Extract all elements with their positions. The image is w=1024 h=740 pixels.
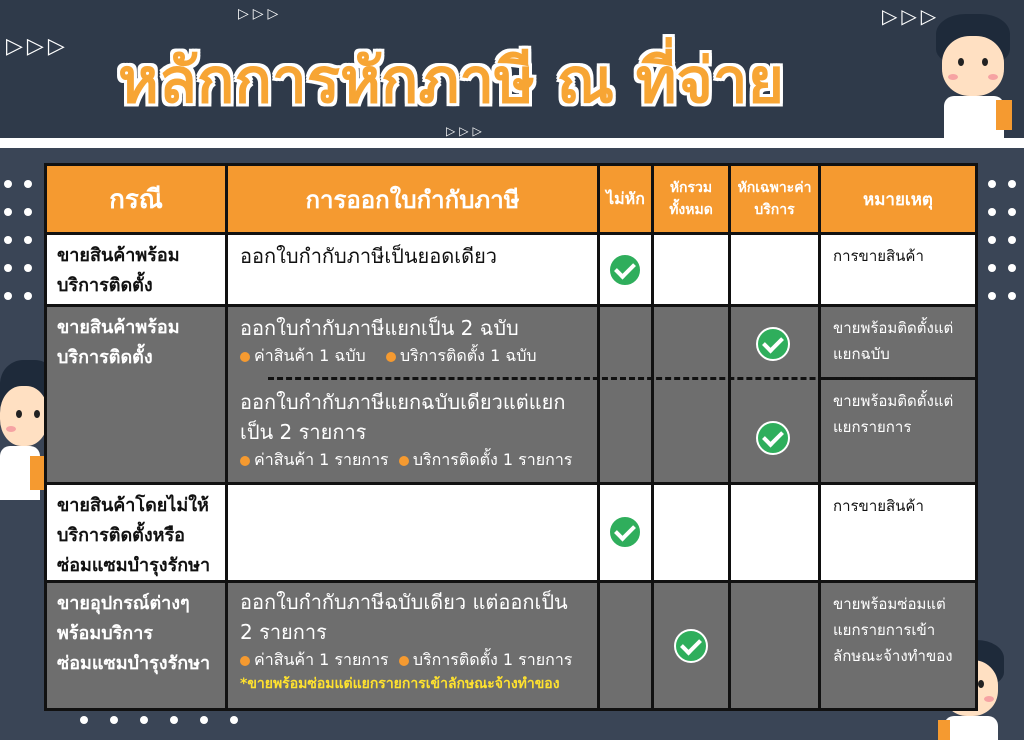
dot-pattern-bottom <box>80 716 280 728</box>
row4-issue-text: ออกใบกำกับภาษีฉบับเดียว แต่ออกเป็น 2 รายการ <box>240 590 568 644</box>
bullet-icon <box>240 656 250 666</box>
row4-case: ขายอุปกรณ์ต่างๆ พร้อมบริการซ่อมแซมบำรุงรักษา <box>47 583 225 708</box>
header-remark: หมายเหตุ <box>821 166 975 232</box>
row4-issue <box>228 583 597 708</box>
header-withhold-service: หักเฉพาะค่าบริการ <box>731 166 818 232</box>
row3-issue <box>228 485 597 580</box>
row2-issue <box>228 307 597 482</box>
row2-no-withholding <box>600 307 651 482</box>
row2-case: ขายสินค้าพร้อมบริการติดตั้ง <box>47 307 225 482</box>
triangle-arrows-icon: ▷▷▷ <box>6 34 69 59</box>
check-circle-icon <box>608 253 642 287</box>
row2a-issue: ออกใบกำกับภาษีแยกเป็น 2 ฉบับ <box>240 316 519 340</box>
row1-withhold-all <box>654 235 728 304</box>
bullet-icon <box>386 352 396 362</box>
withholding-tax-table <box>44 163 978 711</box>
dot-pattern-left <box>0 180 44 320</box>
row2a-bullets: ค่าสินค้า 1 ฉบับ บริการติดตั้ง 1 ฉบับ <box>240 343 585 369</box>
row2b-remark: ขายพร้อมติดตั้งแต่แยกรายการ <box>821 380 975 482</box>
header-case: กรณี <box>47 166 225 232</box>
row3-case: ขายสินค้าโดยไม่ให้บริการติดตั้งหรือซ่อมแซมบำรุงรักษา <box>47 485 225 580</box>
dot-pattern-right <box>984 180 1024 330</box>
check-circle-icon <box>608 515 642 549</box>
row2-withhold-service <box>731 307 818 482</box>
row1-remark: การขายสินค้า <box>821 235 975 304</box>
row1-issue: ออกใบกำกับภาษีเป็นยอดเดียว <box>228 235 597 304</box>
header-issue: การออกใบกำกับภาษี <box>228 166 597 232</box>
row2b-bullets: ค่าสินค้า 1 รายการ บริการติดตั้ง 1 รายการ <box>240 447 585 473</box>
row4-warning: *ขายพร้อมซ่อมแต่แยกรายการเข้าลักษณะจ้างทำของ <box>240 676 560 692</box>
row3-withhold-all <box>654 485 728 580</box>
check-circle-icon <box>756 327 790 361</box>
row3-remark: การขายสินค้า <box>821 485 975 580</box>
row4-withhold-all <box>654 583 728 708</box>
bullet-icon <box>399 456 409 466</box>
row1-withhold-service <box>731 235 818 304</box>
row2-divider <box>268 377 978 380</box>
check-circle-icon <box>674 629 708 663</box>
row2a-remark: ขายพร้อมติดตั้งแต่แยกฉบับ <box>821 307 975 377</box>
header-stripe <box>0 138 1024 148</box>
row4-remark: ขายพร้อมซ่อมแต่แยกรายการเข้าลักษณะจ้างทำของ <box>821 583 975 708</box>
check-circle-icon <box>756 421 790 455</box>
row1-case: ขายสินค้าพร้อมบริการติดตั้ง <box>47 235 225 304</box>
row4-bullets: ค่าสินค้า 1 รายการ บริการติดตั้ง 1 รายการ <box>240 647 585 673</box>
row3-withhold-service <box>731 485 818 580</box>
header-no-withholding: ไม่หัก <box>600 166 651 232</box>
triangle-arrows-icon: ▷▷▷ <box>238 6 283 22</box>
row4-withhold-service <box>731 583 818 708</box>
bullet-icon <box>399 656 409 666</box>
row2-withhold-all <box>654 307 728 482</box>
header-withhold-all: หักรวมทั้งหมด <box>654 166 728 232</box>
row4-no-withholding <box>600 583 651 708</box>
row3-no-withholding <box>600 485 651 580</box>
row2b-issue: ออกใบกำกับภาษีแยกฉบับเดียวแต่แยกเป็น 2 รายการ <box>240 390 566 444</box>
bullet-icon <box>240 456 250 466</box>
page-title: หลักการหักภาษี ณ ที่จ่าย <box>118 44 785 117</box>
triangle-arrows-icon: ▷▷▷ <box>446 124 486 138</box>
row1-no-withholding <box>600 235 651 304</box>
bullet-icon <box>240 352 250 362</box>
cartoon-boy-mascot-top-right <box>930 14 1016 138</box>
triangle-arrows-icon: ▷▷▷ <box>882 4 941 28</box>
